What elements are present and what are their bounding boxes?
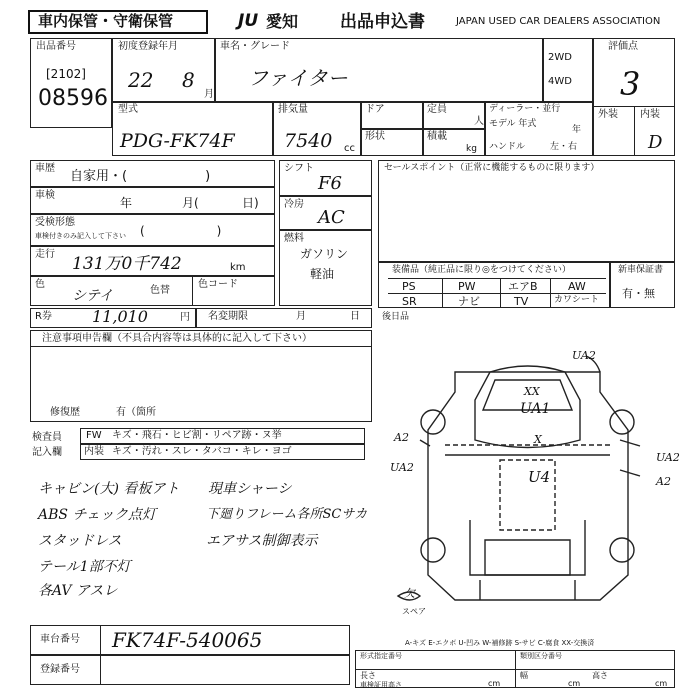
displacement-unit: cc <box>344 143 355 154</box>
width-label: 幅 <box>520 671 528 680</box>
diagram-mark: UA1 <box>520 401 551 417</box>
note-line: テール1部不灯 <box>38 559 131 575</box>
length-label: 長さ <box>360 671 376 680</box>
handle-options: 左・右 <box>550 142 578 152</box>
sales-point-label: セールスポイント（正常に機能するものに限ります） <box>384 163 600 173</box>
diagram-mark: UA2 <box>390 461 414 474</box>
mileage-value: 131万0千742 <box>72 254 182 274</box>
chassis-label: 車台番号 <box>40 634 80 645</box>
note-line: 現車シャーシ <box>208 481 292 497</box>
lot-number: 08596 <box>38 86 108 111</box>
rating-score: 3 <box>620 65 641 103</box>
drive-2wd: 2WD <box>548 52 572 63</box>
equip-airbag: エアB <box>508 280 538 293</box>
receive-note: 車検付きのみ記入して下さい <box>35 232 126 240</box>
car-name-value: ファイター <box>248 66 348 90</box>
note-line: スタッドレス <box>38 533 122 549</box>
chassis-value: FK74F-540065 <box>112 628 263 652</box>
shift-value: F6 <box>318 173 342 194</box>
height-unit: cm <box>655 679 668 688</box>
drive-4wd: 4WD <box>548 76 572 87</box>
diagram-mark: XX <box>524 385 540 398</box>
registration-label: 初度登録年月 <box>118 41 178 52</box>
receive-label: 受検形態 <box>35 217 75 228</box>
color-code-label: 色コード <box>198 279 238 290</box>
shift-label: シフト <box>284 163 314 174</box>
equip-tv: TV <box>514 295 529 308</box>
inspection-day: 日) <box>242 196 259 210</box>
color-value: シテイ <box>72 288 114 304</box>
lot-code: [2102] <box>46 67 86 81</box>
diagram-mark: U4 <box>528 468 551 486</box>
color-label: 色 <box>35 279 45 290</box>
fuel-value: ガソリン <box>300 247 349 261</box>
inspection-label: 車検 <box>35 190 55 201</box>
recycle-value: 11,010 <box>92 307 148 326</box>
spare-label: スペア <box>402 607 426 616</box>
org-name: 愛知 <box>266 12 299 31</box>
shape-label: 形状 <box>365 131 385 142</box>
spare-mark: 欠 <box>404 587 415 600</box>
notes-label: 注意事項申告欄（不具合内容等は具体的に記入して下さい） <box>42 333 312 344</box>
equipment-label: 装備品（純正品に限り◎をつけてください） <box>392 265 571 275</box>
lot-label: 出品番号 <box>36 41 76 52</box>
equip-seat: カワシート <box>554 295 600 305</box>
rating-label: 評価点 <box>608 41 638 52</box>
length-unit: cm <box>488 679 501 688</box>
note-line: キャビン(大) 看板アト <box>38 481 180 497</box>
aircon-label: 冷房 <box>284 199 304 210</box>
equip-aw: AW <box>568 280 586 293</box>
note-line: エアサス制御表示 <box>206 533 318 549</box>
aircon-value: AC <box>318 207 345 228</box>
category-label: 類別区分番号 <box>520 652 562 660</box>
width-unit: cm <box>568 679 581 688</box>
interior-check-text: キズ・汚れ・スレ・タバコ・キレ・ヨゴ <box>112 446 292 457</box>
model-year-unit: 年 <box>572 125 582 135</box>
handle-label: ハンドル <box>489 142 526 152</box>
model-year-label: モデル 年式 <box>489 119 537 129</box>
warranty-label: 新車保証書 <box>618 265 664 275</box>
fw-label: FW <box>86 430 102 441</box>
note-line: 各AV アスレ <box>38 583 118 599</box>
month-unit: 月 <box>204 89 214 100</box>
inspector-label-1: 検査員 <box>32 432 62 443</box>
height-label: 高さ <box>592 671 608 680</box>
diagram-mark: A2 <box>656 475 671 488</box>
car-name-label: 車名・グレード <box>220 41 290 52</box>
recycle-unit: 円 <box>180 312 190 323</box>
equip-sr: SR <box>402 295 417 308</box>
note-line: ABS チェック点灯 <box>38 507 157 523</box>
inspector-label-2: 記入欄 <box>32 447 62 458</box>
association-name: JAPAN USED CAR DEALERS ASSOCIATION <box>456 16 661 27</box>
interior-grade: D <box>648 132 663 153</box>
logo-mark: JU <box>238 11 259 31</box>
interior-check-label: 内装 <box>84 446 104 457</box>
color-circled: 色替 <box>150 285 170 296</box>
repair-value: 有（箇所 <box>116 407 156 418</box>
name-change-month: 月 <box>296 311 306 322</box>
post-input-label: 後日品 <box>382 312 410 322</box>
history-value: 自家用・( ) <box>70 169 211 184</box>
diagram-mark: UA2 <box>572 349 596 362</box>
inspection-month: 月( <box>182 196 199 210</box>
equip-pw: PW <box>458 280 476 293</box>
mileage-unit: km <box>230 262 246 273</box>
load-unit: kg <box>466 144 477 154</box>
cert-height-label: 車検証用高さ <box>360 681 402 689</box>
door-label: ドア <box>365 104 385 115</box>
model-label: 型式 <box>118 104 138 115</box>
model-value: PDG-FK74F <box>120 130 235 152</box>
storage-title: 車内保管・守衛保管 <box>38 12 174 30</box>
history-label: 車歴 <box>35 163 55 174</box>
receive-paren: ( ) <box>140 224 222 238</box>
capacity-unit: 人 <box>474 116 484 127</box>
inspection-year: 年 <box>120 196 133 210</box>
fuel-selected: 軽油 <box>310 267 335 281</box>
name-change-day: 日 <box>350 311 360 322</box>
diagram-mark: X <box>534 433 542 446</box>
recycle-label: R券 <box>35 311 52 322</box>
registration-month: 8 <box>182 68 195 92</box>
displacement-label: 排気量 <box>278 104 308 115</box>
capacity-label: 定員 <box>427 104 447 115</box>
displacement-value: 7540 <box>284 130 333 152</box>
note-line: 下廻りフレーム各所SCサカ <box>206 507 368 522</box>
model-designation-label: 形式指定番号 <box>360 652 402 660</box>
damage-legend: A-キズ E-エクボ U-凹み W-補修跡 S-サビ C-腐食 XX-交換済 <box>405 639 595 647</box>
diagram-mark: UA2 <box>656 451 680 464</box>
load-label: 積載 <box>427 131 447 142</box>
warranty-options: 有・無 <box>622 287 655 300</box>
mileage-label: 走行 <box>35 249 55 260</box>
fuel-label: 燃料 <box>284 233 304 244</box>
fw-text: キズ・飛石・ヒビ割・リペア跡・ヌ挙 <box>112 430 282 441</box>
diagram-mark: A2 <box>394 431 409 444</box>
interior-label: 内装 <box>640 109 660 120</box>
equip-ps: PS <box>402 280 416 293</box>
name-change-label: 名変期限 <box>208 311 248 322</box>
reg-number-label: 登録番号 <box>40 664 80 675</box>
dealer-line: ディーラー・並行 <box>489 104 561 114</box>
equip-navi: ナビ <box>458 295 480 308</box>
repair-label: 修復歴 <box>50 407 80 418</box>
form-title: 出品申込書 <box>340 12 425 32</box>
registration-year: 22 <box>128 68 154 92</box>
exterior-label: 外装 <box>598 109 618 120</box>
